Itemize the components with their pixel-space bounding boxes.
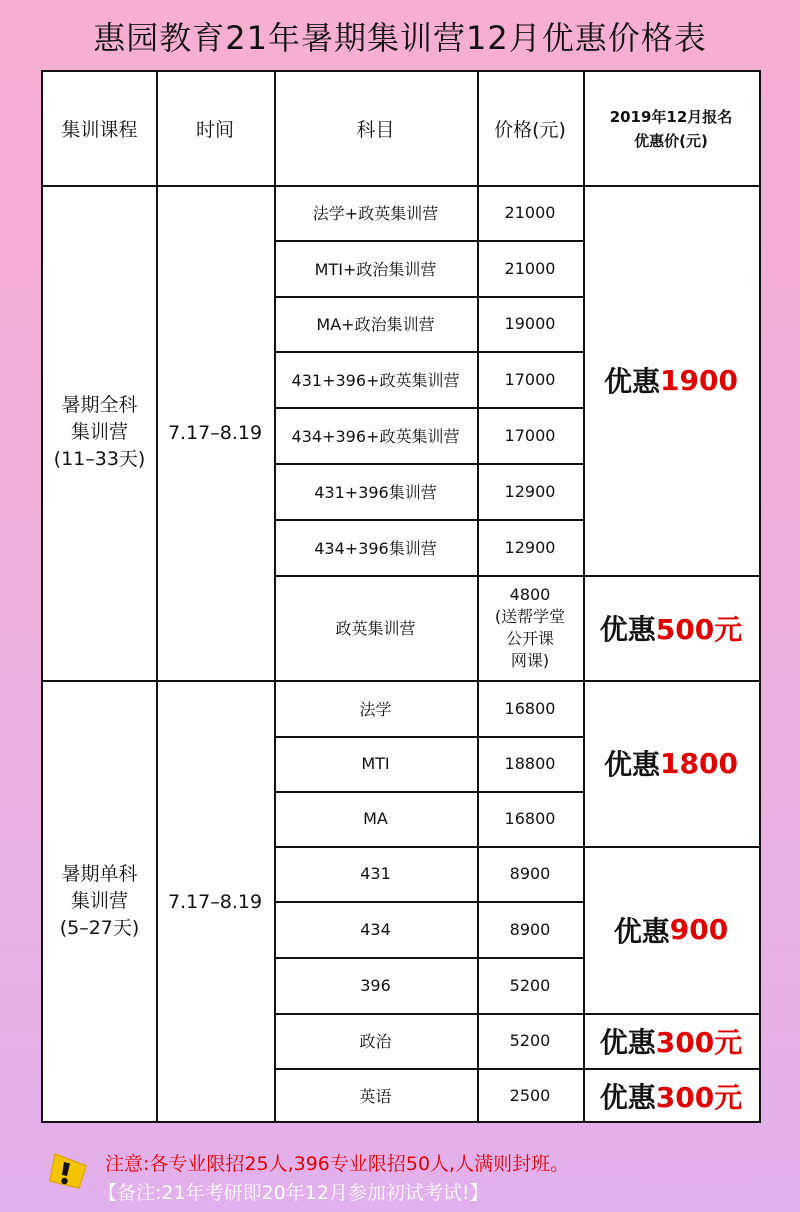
subject-cell: 434+396集训营	[314, 538, 437, 558]
price-cell: 5200	[509, 975, 551, 995]
price-table	[41, 70, 761, 1123]
course-line: (5–27天)	[59, 917, 140, 939]
price-cell: 12900	[504, 481, 556, 501]
course-line: 暑期单科	[61, 863, 138, 885]
discount-amount: 1800	[660, 746, 738, 780]
discount-cell	[583, 846, 759, 1013]
time-single-camp: 7.17–8.19	[167, 890, 263, 913]
course-line: 暑期全科	[61, 394, 138, 416]
course-line: (11–33天)	[53, 448, 146, 470]
subject-cell: 396	[360, 975, 391, 995]
subject-cell: 434	[360, 919, 391, 939]
discount-amount: 300元	[655, 1025, 743, 1059]
discount-cell	[583, 575, 759, 680]
discount-amount: 500元	[655, 612, 743, 646]
header-discount-line2: 优惠价(元)	[634, 131, 708, 150]
page-title: 惠园教育21年暑期集训营12月优惠价格表	[93, 19, 707, 57]
price-line: 4800	[509, 584, 551, 604]
price-cell: 21000	[504, 258, 556, 278]
discount-prefix: 优惠	[604, 365, 661, 398]
subject-cell: 英语	[359, 1087, 392, 1106]
subject-cell: 法学	[359, 699, 392, 719]
discount-amount: 300元	[655, 1080, 743, 1114]
discount-cell	[583, 1013, 759, 1068]
price-cell: 18800	[504, 754, 556, 773]
discount-prefix: 优惠	[599, 1025, 656, 1059]
price-cell: 5200	[509, 1031, 551, 1050]
discount-amount: 900	[669, 913, 729, 946]
price-cell	[477, 575, 583, 680]
course-single-camp	[43, 680, 156, 1123]
price-cell: 17000	[504, 425, 556, 445]
subject-cell: 434+396+政英集训营	[291, 426, 460, 446]
subject-cell: 政治	[359, 1032, 392, 1051]
discount-prefix: 优惠	[599, 1080, 656, 1114]
subject-cell: 法学+政英集训营	[312, 204, 439, 223]
header-discount-line1: 2019年12月报名	[609, 107, 733, 126]
price-line: 公开课	[505, 628, 554, 648]
price-line: 网课)	[510, 650, 550, 670]
price-cell: 21000	[504, 203, 556, 222]
subject-cell: 431	[360, 864, 391, 883]
subject-cell: MTI+政治集训营	[314, 259, 437, 279]
time-full-camp: 7.17–8.19	[167, 421, 263, 444]
discount-cell	[583, 680, 759, 846]
course-full-camp	[43, 185, 156, 680]
header-price: 价格(元)	[494, 119, 566, 141]
note-limit: 注意:各专业限招25人,396专业限招50人,人满则封班。	[105, 1153, 570, 1175]
price-cell: 8900	[509, 864, 551, 883]
header-discount	[583, 72, 759, 185]
price-cell: 19000	[504, 314, 556, 333]
subject-cell: MA+政治集训营	[316, 315, 435, 334]
discount-cell	[583, 185, 759, 575]
course-line: 集训营	[70, 421, 128, 443]
discount-cell	[583, 1068, 759, 1123]
price-cell: 17000	[504, 369, 556, 389]
subject-cell: 431+396+政英集训营	[291, 370, 460, 390]
course-line: 集训营	[70, 890, 128, 912]
price-line: (送帮学堂	[494, 606, 566, 626]
discount-prefix: 优惠	[599, 612, 656, 646]
price-cell: 12900	[504, 537, 556, 557]
subject-cell: 431+396集训营	[314, 482, 437, 502]
discount-prefix: 优惠	[604, 748, 661, 781]
header-subject: 科目	[356, 119, 395, 141]
subject-cell: 政英集训营	[335, 619, 416, 638]
note-remark: 【备注:21年考研即20年12月参加初试考试!】	[98, 1182, 489, 1204]
warning-icon	[46, 1148, 92, 1194]
subject-cell: MA	[363, 809, 388, 828]
price-cell: 2500	[509, 1086, 551, 1105]
price-cell: 8900	[509, 919, 551, 939]
discount-prefix: 优惠	[613, 914, 670, 948]
price-cell: 16800	[504, 698, 556, 718]
price-cell: 16800	[504, 809, 556, 828]
discount-amount: 1900	[660, 363, 738, 397]
subject-cell: MTI	[361, 754, 390, 773]
header-course: 集训课程	[61, 119, 138, 141]
header-time: 时间	[195, 119, 234, 141]
